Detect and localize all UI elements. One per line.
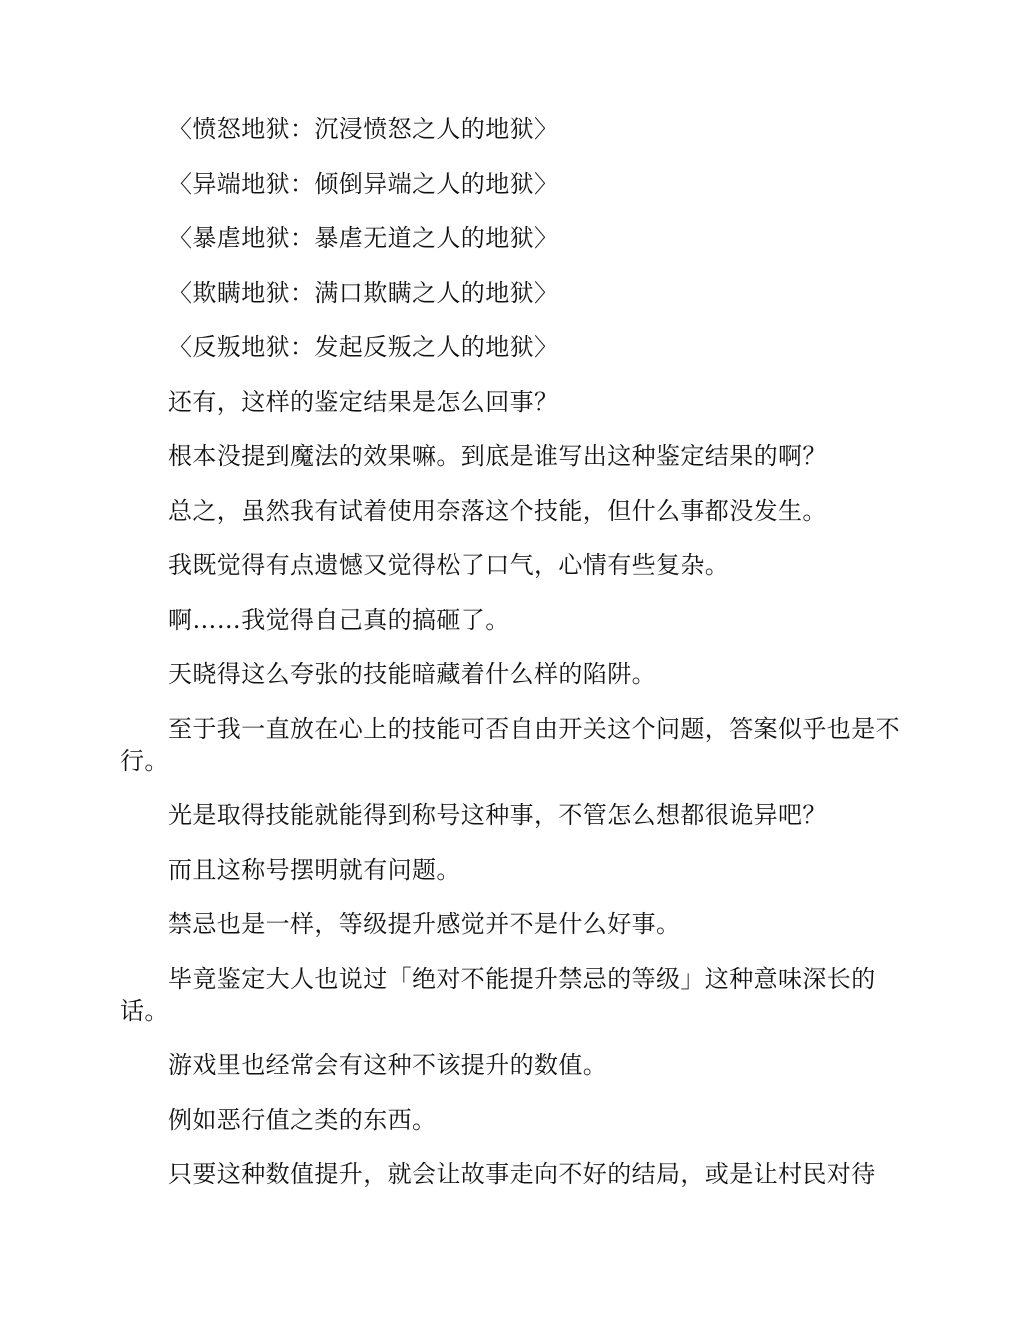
paragraph: 啊……我觉得自己真的搞砸了。 bbox=[168, 605, 510, 634]
paragraph: 例如恶行值之类的东西。 bbox=[168, 1105, 437, 1134]
paragraph: 毕竟鉴定大人也说过「绝对不能提升禁忌的等级」这种意味深长的话。 bbox=[120, 964, 876, 1025]
paragraph: 〈暴虐地狱：暴虐无道之人的地狱〉 bbox=[168, 224, 559, 252]
paragraph: 总之，虽然我有试着使用奈落这个技能，但什么事都没发生。 bbox=[168, 496, 827, 525]
paragraph: 〈异端地狱：倾倒异端之人的地狱〉 bbox=[168, 169, 559, 198]
paragraph: 〈愤怒地狱：沉浸愤怒之人的地狱〉 bbox=[168, 115, 559, 143]
paragraph: 禁忌也是一样，等级提升感觉并不是什么好事。 bbox=[168, 910, 681, 938]
paragraph: 只要这种数值提升，就会让故事走向不好的结局，或是让村民对待 bbox=[168, 1160, 876, 1188]
paragraph: 光是取得技能就能得到称号这种事，不管怎么想都很诡异吧？ bbox=[168, 801, 827, 829]
paragraph: 根本没提到魔法的效果嘛。到底是谁写出这种鉴定结果的啊？ bbox=[168, 442, 827, 470]
paragraph: 我既觉得有点遗憾又觉得松了口气，心情有些复杂。 bbox=[168, 551, 730, 579]
paragraph: 天晓得这么夸张的技能暗藏着什么样的陷阱。 bbox=[168, 660, 656, 688]
paragraph: 至于我一直放在心上的技能可否自由开关这个问题，答案似乎也是不行。 bbox=[120, 714, 900, 775]
paragraph: 还有，这样的鉴定结果是怎么回事？ bbox=[168, 387, 559, 416]
paragraph: 〈欺瞒地狱：满口欺瞒之人的地狱〉 bbox=[168, 278, 559, 307]
body-text bbox=[120, 113, 910, 1213]
paragraph: 〈反叛地狱：发起反叛之人的地狱〉 bbox=[168, 333, 559, 361]
paragraph: 游戏里也经常会有这种不该提升的数值。 bbox=[168, 1051, 608, 1079]
paragraph: 而且这称号摆明就有问题。 bbox=[168, 855, 461, 884]
